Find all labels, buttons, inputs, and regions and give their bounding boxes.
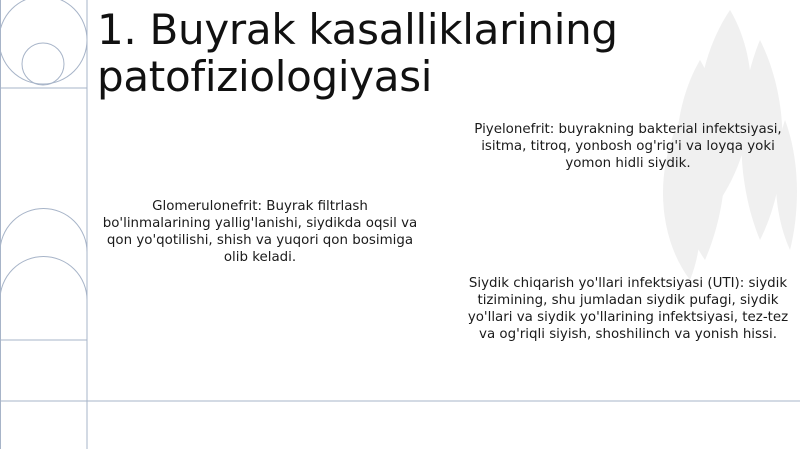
text-uti: Siydik chiqarish yo'llari infektsiyasi (UTI): siydik tizimining, shu jumladan siydik pufagi, siydik yo'llari va siydik yo'llarining infektsiyasi, tez-tez va og'riqli siyish, shoshilinch va yonish hissi. — [467, 276, 789, 342]
slide-title: 1. Buyrak kasalliklarining patofiziologiyasi — [97, 5, 618, 101]
text-pyelonephritis: Piyelonefrit: buyrakning bakterial infektsiyasi, isitma, titroq, yonbosh og'rig'i va loyqa yoki yomon hidli siydik. — [474, 122, 782, 171]
text-glomerulonephritis: Glomerulonefrit: Buyrak filtrlash bo'linmalarining yallig'lanishi, siydikda oqsil va qon yo'qotilishi, shish va yuqori qon bosimiga olib keladi. — [102, 199, 418, 265]
